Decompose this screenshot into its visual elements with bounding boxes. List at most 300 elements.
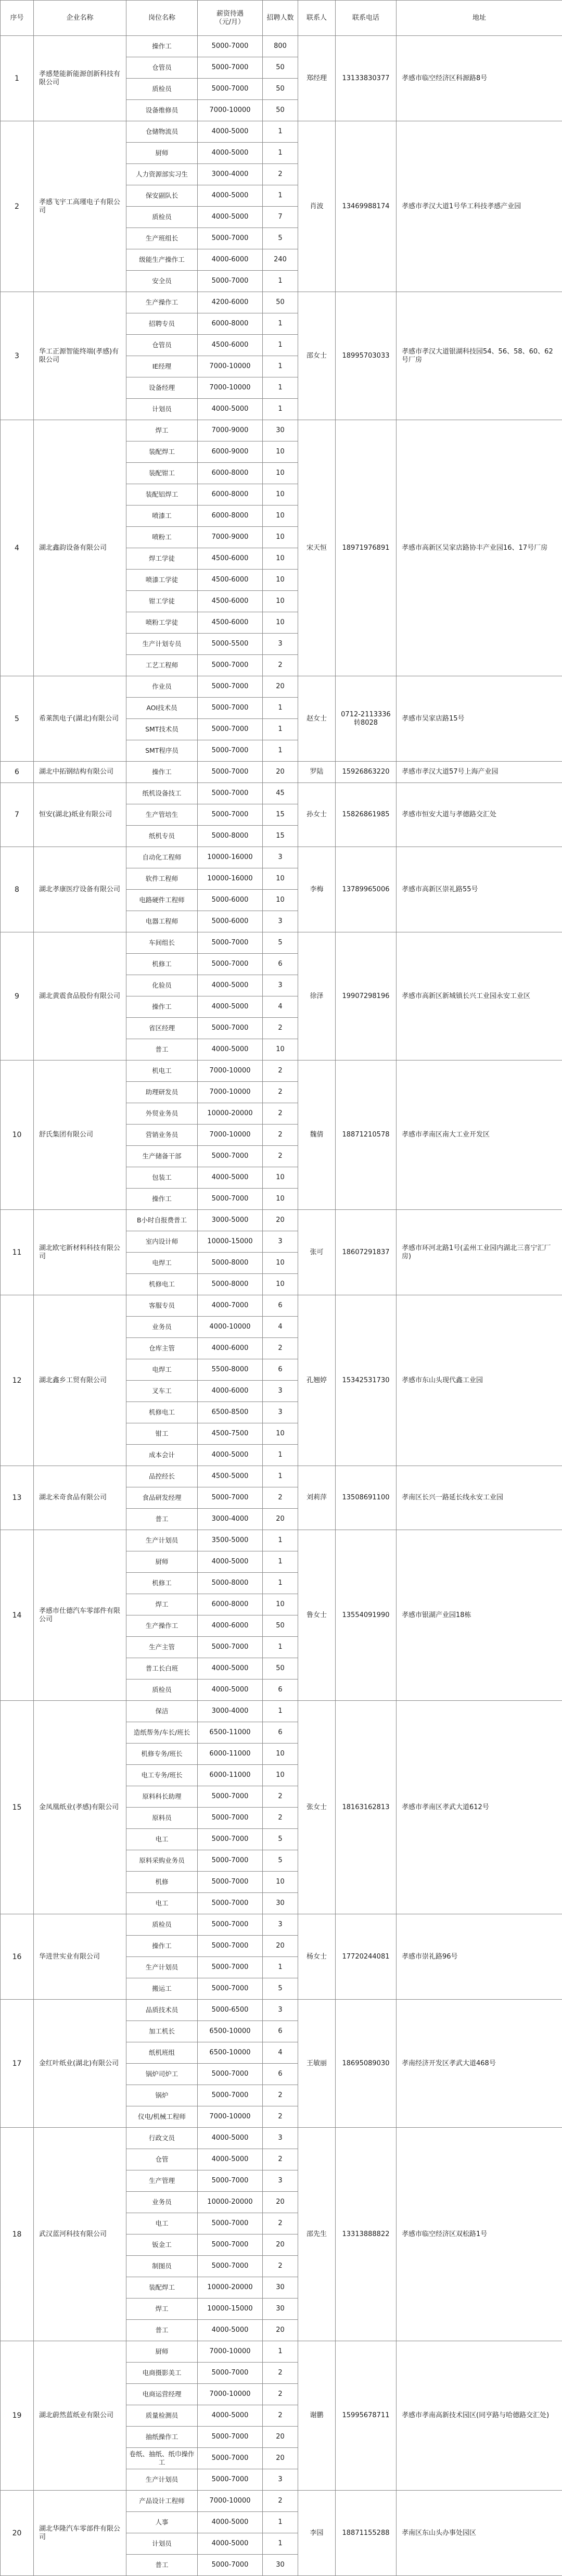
job-headcount: 15 [263, 804, 298, 826]
company-address: 孝南区长兴一路延长线永安工业园 [397, 1466, 562, 1530]
company-seq: 8 [1, 847, 34, 932]
job-headcount: 3 [263, 2000, 298, 2021]
company-name: 孝感市仕德汽车零部件有限公司 [34, 1530, 126, 1701]
job-title: 业务员 [126, 2192, 198, 2213]
job-title: 质检员 [126, 207, 198, 228]
company-phone: 13508691100 [336, 1466, 397, 1530]
company-phone: 15342531730 [336, 1295, 397, 1466]
job-headcount: 10 [263, 527, 298, 548]
job-title: 焊工学徒 [126, 548, 198, 570]
job-salary: 4000-5000 [198, 143, 263, 164]
job-salary: 5000-7000 [198, 1808, 263, 1829]
job-title: 装配焊工 [126, 2277, 198, 2299]
job-salary: 5000-8000 [198, 1253, 263, 1274]
job-salary: 5000-7000 [198, 57, 263, 79]
job-title: 加工机长 [126, 2021, 198, 2042]
job-headcount: 20 [263, 1210, 298, 1231]
job-title: 焊工 [126, 1594, 198, 1615]
job-salary: 7000-10000 [198, 2341, 263, 2363]
table-row [1, 36, 562, 57]
job-headcount: 30 [263, 2555, 298, 2576]
job-salary: 4000-5000 [198, 185, 263, 207]
job-headcount: 10 [263, 441, 298, 463]
job-headcount: 10 [263, 1274, 298, 1295]
job-headcount: 10 [263, 1765, 298, 1786]
job-headcount: 10 [263, 463, 298, 484]
job-headcount: 5 [263, 932, 298, 954]
company-address: 孝感市银湖产业园18栋 [397, 1530, 562, 1701]
job-salary: 5000-7000 [198, 2234, 263, 2256]
job-headcount: 2 [263, 1808, 298, 1829]
job-headcount: 5 [263, 1850, 298, 1872]
job-salary: 5000-7000 [198, 2170, 263, 2192]
job-salary: 4500-5000 [198, 1466, 263, 1487]
company-name: 孝感飞宇工高瑾电子有限公司 [34, 121, 126, 292]
job-headcount: 4 [263, 2042, 298, 2064]
job-salary: 5000-7000 [198, 804, 263, 826]
job-headcount: 6 [263, 2064, 298, 2085]
job-salary: 5000-7000 [198, 1872, 263, 1893]
job-headcount: 2 [263, 1103, 298, 1125]
job-title: 生产班组长 [126, 228, 198, 249]
job-headcount: 3 [263, 1381, 298, 1402]
table-row [1, 1530, 562, 1551]
company-seq: 20 [1, 2491, 34, 2576]
job-headcount: 2 [263, 1786, 298, 1808]
job-salary: 5000-8000 [198, 1274, 263, 1295]
company-address: 孝感市恒安大道与孝德路交汇处 [397, 783, 562, 847]
company-contact: 张女士 [298, 1701, 336, 1914]
company-contact: 宋天恒 [298, 420, 336, 676]
job-salary: 4000-5000 [198, 1551, 263, 1573]
job-title: 纸机班组 [126, 2042, 198, 2064]
job-title: 级能生产操作工 [126, 249, 198, 271]
job-title: 装配焊工 [126, 441, 198, 463]
job-title: 仪电/机械工程师 [126, 2106, 198, 2128]
job-salary: 5000-7000 [198, 1637, 263, 1658]
job-headcount: 20 [263, 676, 298, 698]
job-headcount: 20 [263, 2427, 298, 2448]
job-headcount: 2 [263, 1338, 298, 1359]
company-name: 湖北华隆汽车零部件有限公司 [34, 2491, 126, 2576]
job-salary: 5500-8000 [198, 1359, 263, 1381]
job-headcount: 1 [263, 185, 298, 207]
job-title: 品质技术员 [126, 2000, 198, 2021]
job-title: SMT技术员 [126, 719, 198, 740]
table-row [1, 1210, 562, 1231]
job-salary: 6500-11000 [198, 1722, 263, 1744]
job-salary: 6000-9000 [198, 441, 263, 463]
job-salary: 3000-4000 [198, 1701, 263, 1722]
job-salary: 4000-5000 [198, 996, 263, 1018]
job-title: 电工 [126, 2213, 198, 2234]
job-headcount: 5 [263, 228, 298, 249]
job-title: 生产计划员 [126, 2469, 198, 2491]
job-headcount: 1 [263, 1445, 298, 1466]
job-title: 电焊工 [126, 1359, 198, 1381]
job-headcount: 5 [263, 1978, 298, 2000]
job-salary: 4000-6000 [198, 1338, 263, 1359]
job-salary: 5000-7000 [198, 1914, 263, 1936]
job-title: 生产计划员 [126, 1957, 198, 1978]
job-salary: 10000-20000 [198, 2192, 263, 2213]
job-title: 产品设计工程师 [126, 2491, 198, 2512]
job-title: 包装工 [126, 1167, 198, 1189]
company-contact: 李园 [298, 2491, 336, 2576]
job-salary: 7000-10000 [198, 356, 263, 377]
job-title: 生产计划员 [126, 1530, 198, 1551]
job-salary: 5000-7000 [198, 1936, 263, 1957]
job-salary: 6000-8000 [198, 484, 263, 506]
job-headcount: 1 [263, 740, 298, 762]
company-address: 孝南经济开发区孝武大道468号 [397, 2000, 562, 2128]
job-salary: 7000-10000 [198, 1082, 263, 1103]
company-contact: 李梅 [298, 847, 336, 932]
job-title: 装配钳工 [126, 463, 198, 484]
job-title: 室内设计师 [126, 1231, 198, 1253]
job-salary: 3000-5000 [198, 1210, 263, 1231]
company-phone: 18995703033 [336, 292, 397, 420]
job-title: 营销业务员 [126, 1125, 198, 1146]
job-headcount: 1 [263, 1957, 298, 1978]
company-address: 孝感市环河北路1号(孟州工业园内湖北三喜宁汇厂房) [397, 1210, 562, 1295]
job-headcount: 3 [263, 2128, 298, 2149]
job-headcount: 1 [263, 1701, 298, 1722]
job-salary: 4000-5000 [198, 1680, 263, 1701]
job-title: 人力资源部实习生 [126, 164, 198, 185]
job-headcount: 240 [263, 249, 298, 271]
job-salary: 4000-6000 [198, 249, 263, 271]
job-headcount: 20 [263, 2192, 298, 2213]
job-title: 计划员 [126, 399, 198, 420]
job-title: 仓管员 [126, 335, 198, 356]
company-address: 孝感市孝汉大道1号华工科技孝感产业园 [397, 121, 562, 292]
job-headcount: 10 [263, 1189, 298, 1210]
company-phone: 17720244081 [336, 1914, 397, 2000]
job-headcount: 10 [263, 484, 298, 506]
job-headcount: 1 [263, 377, 298, 399]
job-headcount: 1 [263, 2341, 298, 2363]
company-address: 孝感市临空经济区双松路1号 [397, 2128, 562, 2341]
job-title: 普工 [126, 2555, 198, 2576]
job-headcount: 1 [263, 335, 298, 356]
job-salary: 7000-9000 [198, 527, 263, 548]
company-seq: 6 [1, 762, 34, 783]
company-address: 孝感市临空经济区科源路8号 [397, 36, 562, 121]
company-phone: 15826861985 [336, 783, 397, 847]
company-contact: 鲁女士 [298, 1530, 336, 1701]
job-salary: 10000-20000 [198, 2277, 263, 2299]
job-salary: 6000-8000 [198, 463, 263, 484]
job-salary: 5000-7000 [198, 2085, 263, 2106]
job-salary: 4200-6000 [198, 292, 263, 313]
job-title: 电工 [126, 1829, 198, 1850]
company-phone: 18871155288 [336, 2491, 397, 2576]
job-salary: 5000-7000 [198, 36, 263, 57]
job-headcount: 10 [263, 1744, 298, 1765]
job-salary: 6000-8000 [198, 313, 263, 335]
job-salary: 4000-5000 [198, 399, 263, 420]
job-title: 电路硬件工程师 [126, 890, 198, 911]
company-name: 武汉蓝河科技有限公司 [34, 2128, 126, 2341]
job-salary: 7000-10000 [198, 2491, 263, 2512]
job-headcount: 1 [263, 313, 298, 335]
job-title: 电焊工 [126, 1253, 198, 1274]
job-headcount: 6 [263, 954, 298, 975]
job-salary: 5000-7000 [198, 740, 263, 762]
job-headcount: 4 [263, 996, 298, 1018]
company-contact: 孔翘婷 [298, 1295, 336, 1466]
job-headcount: 3 [263, 975, 298, 996]
company-contact: 徐泽 [298, 932, 336, 1060]
job-salary: 10000-15000 [198, 2299, 263, 2320]
job-headcount: 20 [263, 1509, 298, 1530]
job-title: 普工 [126, 1039, 198, 1060]
job-headcount: 20 [263, 2448, 298, 2469]
job-headcount: 10 [263, 506, 298, 527]
company-phone: 15926863220 [336, 762, 397, 783]
job-title: 电器工程师 [126, 911, 198, 932]
job-headcount: 3 [263, 1402, 298, 1423]
job-salary: 6000-8000 [198, 1594, 263, 1615]
job-title: 品控经长 [126, 1466, 198, 1487]
job-headcount: 2 [263, 2384, 298, 2405]
job-salary: 5000-7000 [198, 676, 263, 698]
job-salary: 4000-5000 [198, 1167, 263, 1189]
company-contact: 杨女士 [298, 1914, 336, 2000]
job-title: 原料科长助理 [126, 1786, 198, 1808]
job-title: 抽纸操作工 [126, 2427, 198, 2448]
job-salary: 5000-7000 [198, 2256, 263, 2277]
company-phone: 18607291837 [336, 1210, 397, 1295]
header-cell-salary: 薪资待遇 （元/月） [198, 1, 263, 36]
job-salary: 4000-5000 [198, 2320, 263, 2341]
company-phone: 13789965006 [336, 847, 397, 932]
company-address: 孝感市孝南高新技术园区(同亨路与哈德路交汇处) [397, 2341, 562, 2491]
job-title: 喷粉工 [126, 527, 198, 548]
header-cell-address: 地址 [397, 1, 562, 36]
job-title: 软件工程师 [126, 868, 198, 890]
table-row [1, 420, 562, 441]
job-salary: 7000-10000 [198, 100, 263, 121]
company-seq: 4 [1, 420, 34, 676]
company-address: 孝南区东山头办事处园区 [397, 2491, 562, 2576]
company-contact: 罗陆 [298, 762, 336, 783]
job-salary: 7000-10000 [198, 2384, 263, 2405]
job-salary: 4500-6000 [198, 335, 263, 356]
job-title: 普工 [126, 1509, 198, 1530]
job-title: 仓管 [126, 2149, 198, 2170]
company-address: 孝感市吴家店路15号 [397, 676, 562, 762]
header-cell-seq: 序号 [1, 1, 34, 36]
table-row [1, 2491, 562, 2512]
company-phone: 15995678711 [336, 2341, 397, 2491]
job-title: 质量检测员 [126, 2405, 198, 2427]
job-salary: 4000-5000 [198, 975, 263, 996]
job-title: 机修电工 [126, 1402, 198, 1423]
job-salary: 10000-16000 [198, 868, 263, 890]
company-phone: 19907298196 [336, 932, 397, 1060]
job-headcount: 20 [263, 762, 298, 783]
company-phone: 13469988174 [336, 121, 397, 292]
job-headcount: 20 [263, 1936, 298, 1957]
job-headcount: 1 [263, 356, 298, 377]
job-title: 生产主管 [126, 1637, 198, 1658]
job-title: 食品研发经理 [126, 1487, 198, 1509]
company-phone: 18695089030 [336, 2000, 397, 2128]
job-title: 设备维修员 [126, 100, 198, 121]
company-seq: 5 [1, 676, 34, 762]
job-salary: 6000-11000 [198, 1744, 263, 1765]
job-headcount: 6 [263, 2021, 298, 2042]
job-title: 电商运营经理 [126, 2384, 198, 2405]
job-title: 仓储物流员 [126, 121, 198, 143]
job-headcount: 10 [263, 591, 298, 612]
company-name: 湖北蔚然蓝纸业有限公司 [34, 2341, 126, 2491]
company-contact: 刘莉萍 [298, 1466, 336, 1530]
company-phone: 18163162813 [336, 1701, 397, 1914]
job-headcount: 6 [263, 1359, 298, 1381]
job-headcount: 15 [263, 826, 298, 847]
job-salary: 5000-7000 [198, 1850, 263, 1872]
job-headcount: 30 [263, 1893, 298, 1914]
job-headcount: 10 [263, 570, 298, 591]
job-title: 造纸帮务/车长/班长 [126, 1722, 198, 1744]
job-salary: 5000-7000 [198, 1829, 263, 1850]
job-title: 生产操作工 [126, 292, 198, 313]
company-address: 孝感市孝汉大道57号上海产业园 [397, 762, 562, 783]
company-name: 湖北鑫乡工贸有限公司 [34, 1295, 126, 1466]
job-title: 锅炉 [126, 2085, 198, 2106]
company-name: 湖北中拓钢结构有限公司 [34, 762, 126, 783]
job-headcount: 30 [263, 2299, 298, 2320]
job-salary: 4500-7500 [198, 1423, 263, 1445]
job-title: 助理研发员 [126, 1082, 198, 1103]
job-title: 仓管员 [126, 57, 198, 79]
job-salary: 4000-5000 [198, 1445, 263, 1466]
job-headcount: 10 [263, 868, 298, 890]
job-salary: 5000-7000 [198, 79, 263, 100]
company-seq: 12 [1, 1295, 34, 1466]
job-salary: 10000-15000 [198, 1231, 263, 1253]
company-contact: 王敏丽 [298, 2000, 336, 2128]
company-address: 孝感市高新区吴家店路协丰产业园16、17号厂房 [397, 420, 562, 676]
job-salary: 5000-7000 [198, 271, 263, 292]
job-headcount: 50 [263, 100, 298, 121]
job-title: 叉车工 [126, 1381, 198, 1402]
job-headcount: 800 [263, 36, 298, 57]
company-seq: 13 [1, 1466, 34, 1530]
job-title: 生产操作工 [126, 1615, 198, 1637]
job-title: 生产计划专员 [126, 634, 198, 655]
job-title: 仓库主管 [126, 1338, 198, 1359]
job-title: SMT程序员 [126, 740, 198, 762]
job-title: 操作工 [126, 36, 198, 57]
job-salary: 5000-7000 [198, 954, 263, 975]
job-salary: 4500-6000 [198, 591, 263, 612]
job-salary: 3500-5000 [198, 1530, 263, 1551]
table-row [1, 847, 562, 868]
job-headcount: 1 [263, 1551, 298, 1573]
job-headcount: 1 [263, 1530, 298, 1551]
job-salary: 7000-10000 [198, 377, 263, 399]
company-phone: 13133830377 [336, 36, 397, 121]
job-salary: 4000-5000 [198, 2128, 263, 2149]
job-headcount: 3 [263, 1914, 298, 1936]
job-salary: 5000-7000 [198, 2448, 263, 2469]
company-name: 湖北孝康医疗设备有限公司 [34, 847, 126, 932]
job-headcount: 3 [263, 634, 298, 655]
job-headcount: 2 [263, 2256, 298, 2277]
job-title: 保安副队长 [126, 185, 198, 207]
job-headcount: 2 [263, 1125, 298, 1146]
company-contact: 郑经理 [298, 36, 336, 121]
job-headcount: 50 [263, 79, 298, 100]
job-salary: 5000-7000 [198, 2427, 263, 2448]
company-contact: 邵先生 [298, 2128, 336, 2341]
header-row [1, 1, 562, 36]
company-name: 孝感楚能新能源创新科技有限公司 [34, 36, 126, 121]
job-headcount: 10 [263, 1423, 298, 1445]
job-salary: 5000-7000 [198, 932, 263, 954]
job-salary: 5000-7000 [198, 1978, 263, 2000]
job-salary: 5000-7000 [198, 1487, 263, 1509]
job-title: 锅炉司炉工 [126, 2064, 198, 2085]
job-headcount: 2 [263, 1018, 298, 1039]
job-salary: 3000-4000 [198, 1509, 263, 1530]
table-row [1, 932, 562, 954]
job-headcount: 30 [263, 420, 298, 441]
job-salary: 5000-5500 [198, 634, 263, 655]
job-title: 机修 [126, 1872, 198, 1893]
job-headcount: 10 [263, 890, 298, 911]
job-headcount: 1 [263, 1637, 298, 1658]
job-title: 电工 [126, 1893, 198, 1914]
job-salary: 5000-6000 [198, 890, 263, 911]
job-salary: 5000-7000 [198, 1189, 263, 1210]
job-title: 厨师 [126, 1551, 198, 1573]
job-headcount: 2 [263, 2149, 298, 2170]
job-headcount: 1 [263, 121, 298, 143]
job-salary: 5000-7000 [198, 1893, 263, 1914]
job-headcount: 2 [263, 2213, 298, 2234]
company-seq: 11 [1, 1210, 34, 1295]
table-body [1, 36, 562, 2576]
company-name: 湖北鑫韵设备有限公司 [34, 420, 126, 676]
job-title: 质检员 [126, 79, 198, 100]
job-headcount: 2 [263, 2363, 298, 2384]
job-title: 喷漆工 [126, 506, 198, 527]
job-title: 质检员 [126, 1914, 198, 1936]
job-title: 保洁 [126, 1701, 198, 1722]
job-title: 电工专务/班长 [126, 1765, 198, 1786]
job-headcount: 4 [263, 1317, 298, 1338]
job-title: 搬运工 [126, 1978, 198, 2000]
job-title: 操作工 [126, 996, 198, 1018]
company-name: 湖北黄震食品股份有限公司 [34, 932, 126, 1060]
table-row [1, 1060, 562, 1082]
job-headcount: 50 [263, 1615, 298, 1637]
job-headcount: 50 [263, 57, 298, 79]
job-title: 工艺工程师 [126, 655, 198, 676]
job-headcount: 10 [263, 612, 298, 634]
job-title: 焊工 [126, 2299, 198, 2320]
job-headcount: 1 [263, 2533, 298, 2555]
table-row [1, 1295, 562, 1317]
job-title: 操作工 [126, 762, 198, 783]
company-name: 华进世实业有限公司 [34, 1914, 126, 2000]
job-headcount: 20 [263, 2234, 298, 2256]
